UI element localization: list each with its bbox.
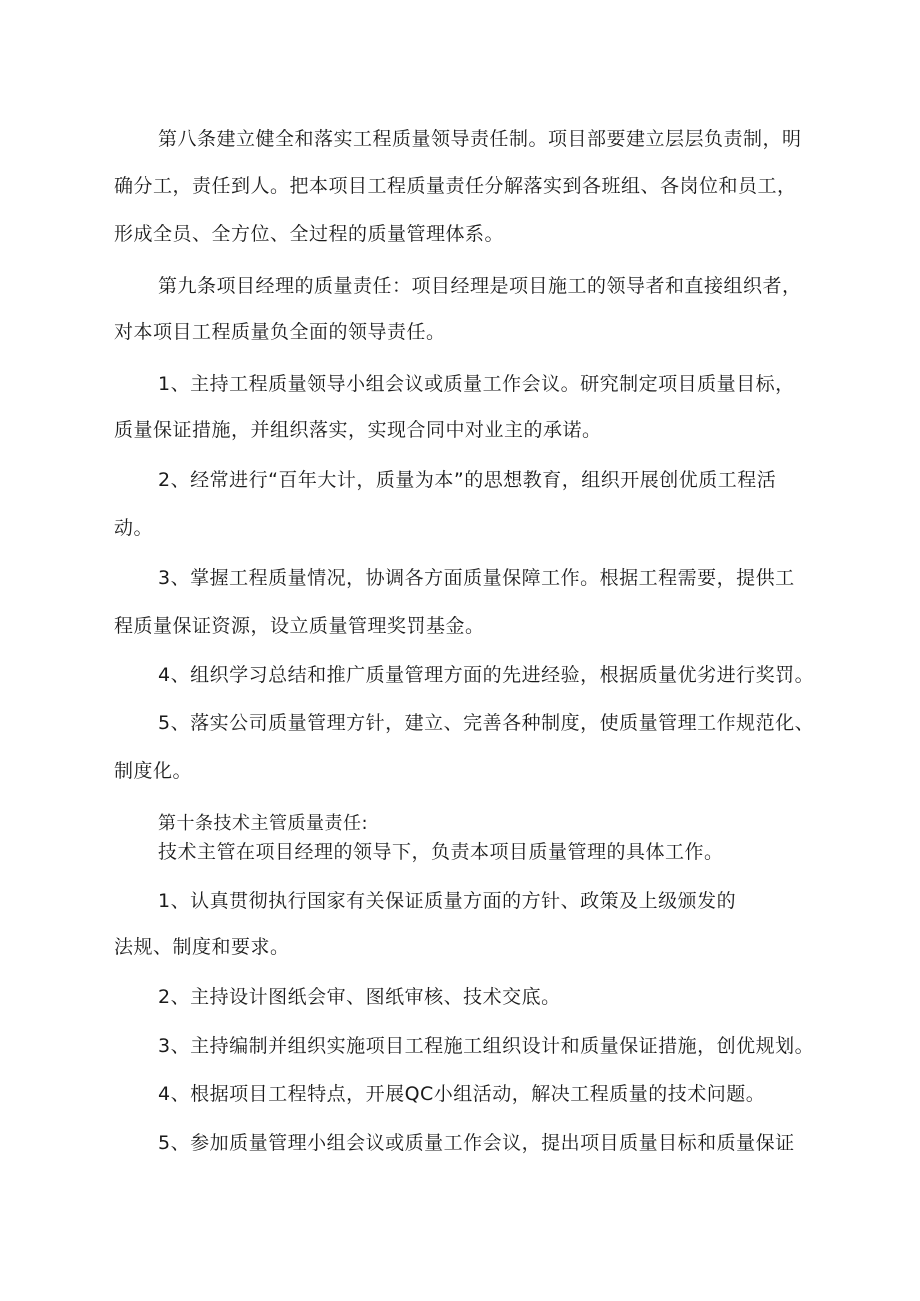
article10-item-1-line-1: 1、认真贯彻执行国家有关保证质量方面的方针、政策及上级颁发的 (158, 890, 737, 912)
article8-line-2: 确分工，责任到人。把本项目工程质量责任分解落实到各班组、各岗位和员工， (114, 175, 797, 197)
article9-item-4-line-1: 4、组织学习总结和推广质量管理方面的先进经验，根据质量优劣进行奖罚。 (158, 664, 815, 686)
article9-line-1: 第九条项目经理的质量责任：项目经理是项目施工的领导者和直接组织者， (158, 275, 802, 297)
article9-item-5-line-2: 制度化。 (114, 760, 193, 782)
article8-line-3: 形成全员、全方位、全过程的质量管理体系。 (114, 223, 505, 245)
article10-item-5-line-1: 5、参加质量管理小组会议或质量工作会议，提出项目质量目标和质量保证 (158, 1132, 795, 1154)
article9-item-1-line-2: 质量保证措施，并组织落实，实现合同中对业主的承诺。 (114, 419, 602, 441)
article9-line-2: 对本项目工程质量负全面的领导责任。 (114, 321, 446, 343)
article10-item-2-line-1: 2、主持设计图纸会审、图纸审核、技术交底。 (158, 986, 561, 1008)
article10-item-3-line-1: 3、主持编制并组织实施项目工程施工组织设计和质量保证措施，创优规划。 (158, 1035, 815, 1057)
article8-line-1: 第八条建立健全和落实工程质量领导责任制。项目部要建立层层负责制，明 (158, 128, 802, 150)
article9-item-2-line-2: 动。 (114, 517, 154, 539)
article9-item-2-line-1: 2、经常进行“百年大计，质量为本”的思想教育，组织开展创优质工程活 (158, 469, 777, 491)
article10-intro: 技术主管在项目经理的领导下，负责本项目质量管理的具体工作。 (158, 841, 724, 863)
article10-heading: 第十条技术主管质量责任: (158, 813, 369, 834)
article9-item-1-line-1: 1、主持工程质量领导小组会议或质量工作会议。研究制定项目质量目标， (158, 373, 795, 395)
article9-item-3-line-2: 程质量保证资源，设立质量管理奖罚基金。 (114, 615, 485, 637)
article9-item-5-line-1: 5、落实公司质量管理方针，建立、完善各种制度，使质量管理工作规范化、 (158, 712, 815, 734)
article10-item-4-line-1: 4、根据项目工程特点，开展QC小组活动，解决工程质量的技术问题。 (158, 1083, 766, 1105)
article9-item-3-line-1: 3、掌握工程质量情况，协调各方面质量保障工作。根据工程需要，提供工 (158, 567, 795, 589)
article10-item-1-line-2: 法规、制度和要求。 (114, 936, 290, 958)
